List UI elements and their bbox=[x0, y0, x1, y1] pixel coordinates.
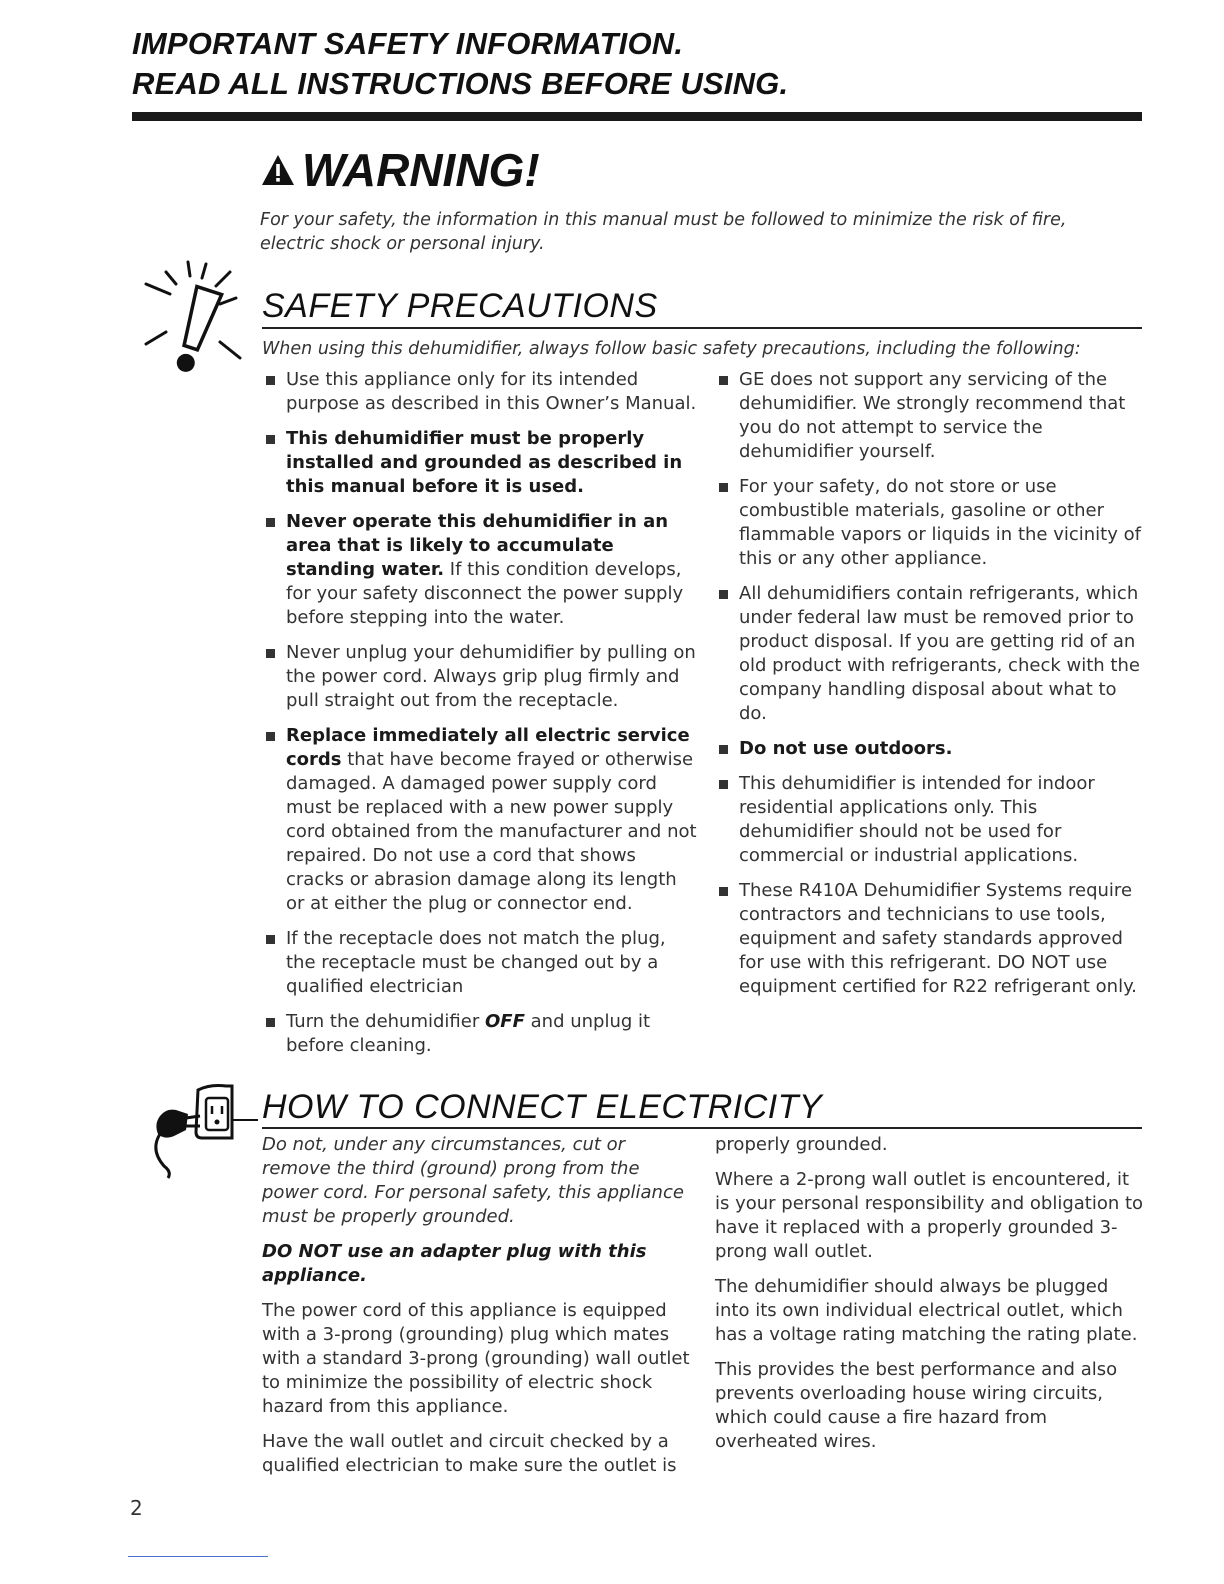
caution-exclamation-icon bbox=[140, 258, 260, 388]
safety-right-column bbox=[715, 368, 1145, 1010]
warning-triangle-icon bbox=[260, 153, 296, 187]
list-item: Replace immediately all electric service cords that have become frayed or otherwise damaged. A damaged power supply cord must be replaced with a new power supply cord obtained from the manufacturer and not repaired. Do not use a cord that shows cracks or abrasion damage along its length or at either the plug or connector end. bbox=[262, 724, 697, 916]
electricity-left-column bbox=[262, 1133, 692, 1489]
paragraph: This provides the best performance and also prevents overloading house wiring circuits, which could cause a fire hazard from overheated wires. bbox=[715, 1359, 1118, 1452]
list-item: This dehumidifier must be properly installed and grounded as described in this manual before it is used. bbox=[262, 427, 697, 499]
warning-text: For your safety, the information in this manual must be followed to minimize the risk of fire, electric shock or personal injury. bbox=[260, 210, 1067, 254]
list-item: For your safety, do not store or use combustible materials, gasoline or other flammable vapors or liquids in the vicinity of this or any other appliance. bbox=[715, 475, 1145, 571]
warning-title: WARNING! bbox=[302, 144, 540, 196]
footer-link-underline bbox=[128, 1556, 268, 1557]
plug-outlet-icon bbox=[140, 1080, 260, 1180]
safety-intro: When using this dehumidifier, always follow basic safety precautions, including the following: bbox=[262, 339, 1081, 359]
header-line-1: IMPORTANT SAFETY INFORMATION. bbox=[132, 26, 684, 61]
paragraph: The dehumidifier should always be plugged into its own individual electrical outlet, which has a voltage rating matching the rating plate. bbox=[715, 1276, 1138, 1345]
list-item: These R410A Dehumidifier Systems require contractors and technicians to use tools, equipment and safety standards approved for use with this refrigerant. DO NOT use equipment certified for R22 refrigerant only. bbox=[715, 879, 1145, 999]
list-item: If the receptacle does not match the plug, the receptacle must be changed out by a qualified electrician bbox=[262, 927, 697, 999]
list-item: Do not use outdoors. bbox=[715, 737, 1145, 761]
paragraph: Have the wall outlet and circuit checked by a qualified electrician to make sure the outlet is bbox=[262, 1431, 677, 1476]
page-header bbox=[132, 24, 1142, 104]
paragraph: The power cord of this appliance is equipped with a 3-prong (grounding) plug which mates with a standard 3-prong (grounding) wall outlet to minimize the possibility of electric shock hazard from this appliance. bbox=[262, 1300, 690, 1417]
electricity-right-column bbox=[715, 1133, 1145, 1465]
electricity-title: HOW TO CONNECT ELECTRICITY bbox=[262, 1088, 823, 1126]
list-item: Turn the dehumidifier OFF and unplug it before cleaning. bbox=[262, 1010, 697, 1058]
electricity-rule bbox=[262, 1127, 1142, 1129]
warning-heading bbox=[260, 142, 540, 198]
page-number: 2 bbox=[130, 1496, 143, 1520]
header-rule bbox=[132, 112, 1142, 121]
safety-rule bbox=[262, 327, 1142, 329]
ground-prong-warning: Do not, under any circumstances, cut or remove the third (ground) prong from the power cord. For personal safety, this appliance must be properly grounded. bbox=[262, 1134, 684, 1227]
adapter-warning: DO NOT use an adapter plug with this appliance. bbox=[262, 1241, 647, 1286]
list-item: Never operate this dehumidifier in an area that is likely to accumulate standing water. If this condition develops, for your safety disconnect the power supply before stepping into the water. bbox=[262, 510, 697, 630]
header-line-2: READ ALL INSTRUCTIONS BEFORE USING. bbox=[132, 66, 789, 101]
list-item: This dehumidifier is intended for indoor residential applications only. This dehumidifier should not be used for commercial or industrial applications. bbox=[715, 772, 1145, 868]
paragraph: Where a 2-prong wall outlet is encountered, it is your personal responsibility and obligation to have it replaced with a properly grounded 3-prong wall outlet. bbox=[715, 1169, 1144, 1262]
safety-left-column bbox=[262, 368, 697, 1069]
safety-title: SAFETY PRECAUTIONS bbox=[262, 287, 658, 325]
list-item: GE does not support any servicing of the dehumidifier. We strongly recommend that you do not attempt to service the dehumidifier yourself. bbox=[715, 368, 1145, 464]
list-item: All dehumidifiers contain refrigerants, which under federal law must be removed prior to product disposal. If you are getting rid of an old product with refrigerants, check with the company handling disposal about what to do. bbox=[715, 582, 1145, 726]
paragraph: properly grounded. bbox=[715, 1134, 888, 1155]
list-item: Never unplug your dehumidifier by pulling on the power cord. Always grip plug firmly and pull straight out from the receptacle. bbox=[262, 641, 697, 713]
list-item: Use this appliance only for its intended purpose as described in this Owner’s Manual. bbox=[262, 368, 697, 416]
